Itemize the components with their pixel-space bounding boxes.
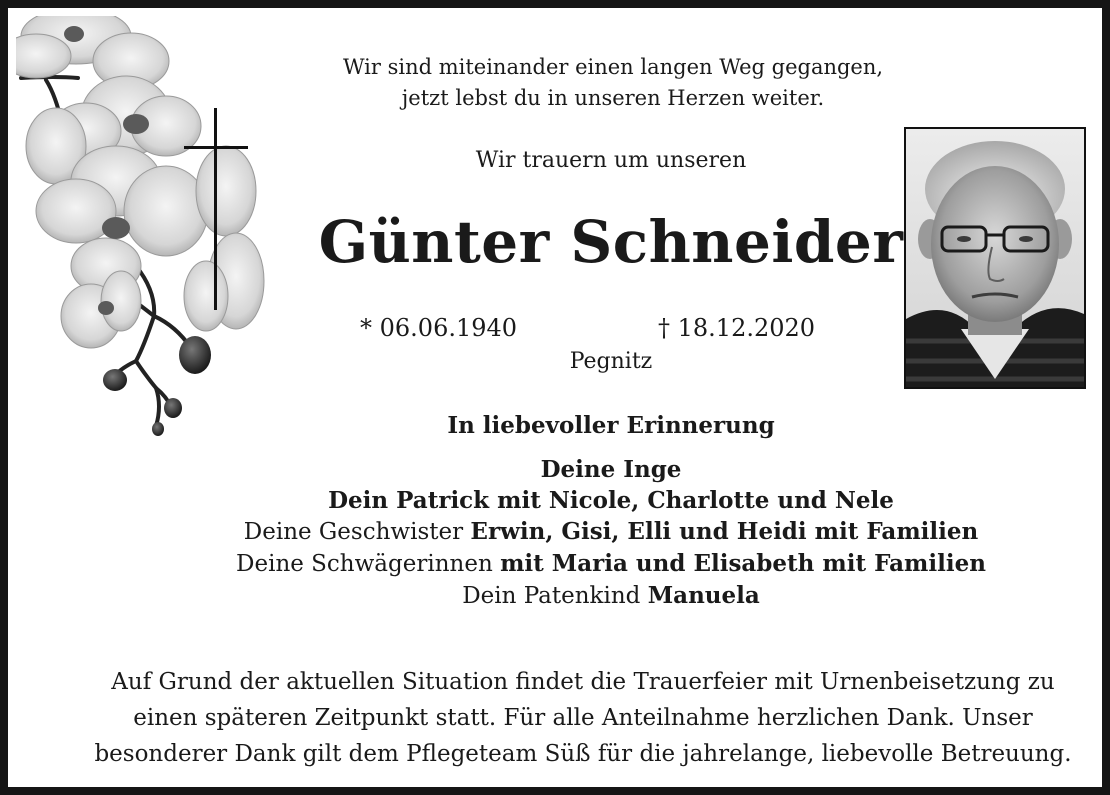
footer-line: einen späteren Zeitpunkt statt. Für alle Anteilnahme herzlichen Dank. Unser bbox=[133, 705, 1033, 731]
mourner-line bbox=[56, 580, 1110, 612]
place: Pegnitz bbox=[569, 349, 653, 374]
mourner-prefix: Deine Schwägerinnen bbox=[236, 551, 501, 577]
mourner-prefix: Deine Geschwister bbox=[243, 519, 471, 545]
death-date: † 18.12.2020 bbox=[658, 314, 816, 342]
footer-text bbox=[48, 664, 1110, 772]
footer-line: Auf Grund der aktuellen Situation findet die Trauerfeier mit Urnenbeisetzung zu bbox=[111, 669, 1055, 695]
portrait-photo bbox=[904, 127, 1086, 389]
quote bbox=[58, 52, 1110, 114]
deceased-name: Günter Schneider bbox=[318, 208, 904, 276]
memory-heading: In liebevoller Erinnerung bbox=[447, 412, 775, 439]
mourner-names: mit Maria und Elisabeth mit Familien bbox=[500, 550, 986, 577]
intro-text: Wir trauern um unseren bbox=[475, 148, 747, 173]
mourners-list bbox=[56, 454, 1110, 612]
mourner-line bbox=[56, 548, 1110, 580]
mourner-line: Deine Inge bbox=[540, 456, 682, 483]
mourner-names: Erwin, Gisi, Elli und Heidi mit Familien bbox=[470, 518, 979, 545]
mourner-line: Dein Patrick mit Nicole, Charlotte und Nele bbox=[328, 487, 894, 514]
mourner-prefix: Dein Patenkind bbox=[462, 583, 648, 609]
birth-date: * 06.06.1940 bbox=[360, 314, 518, 342]
footer-line: besonderer Dank gilt dem Pflegeteam Süß für die jahrelange, liebevolle Betreuung. bbox=[94, 741, 1072, 767]
mourner-names: Manuela bbox=[647, 582, 760, 609]
quote-line-1: Wir sind miteinander einen langen Weg gegangen, bbox=[342, 55, 884, 79]
quote-line-2: jetzt lebst du in unseren Herzen weiter. bbox=[401, 86, 825, 110]
mourner-line bbox=[56, 516, 1110, 548]
